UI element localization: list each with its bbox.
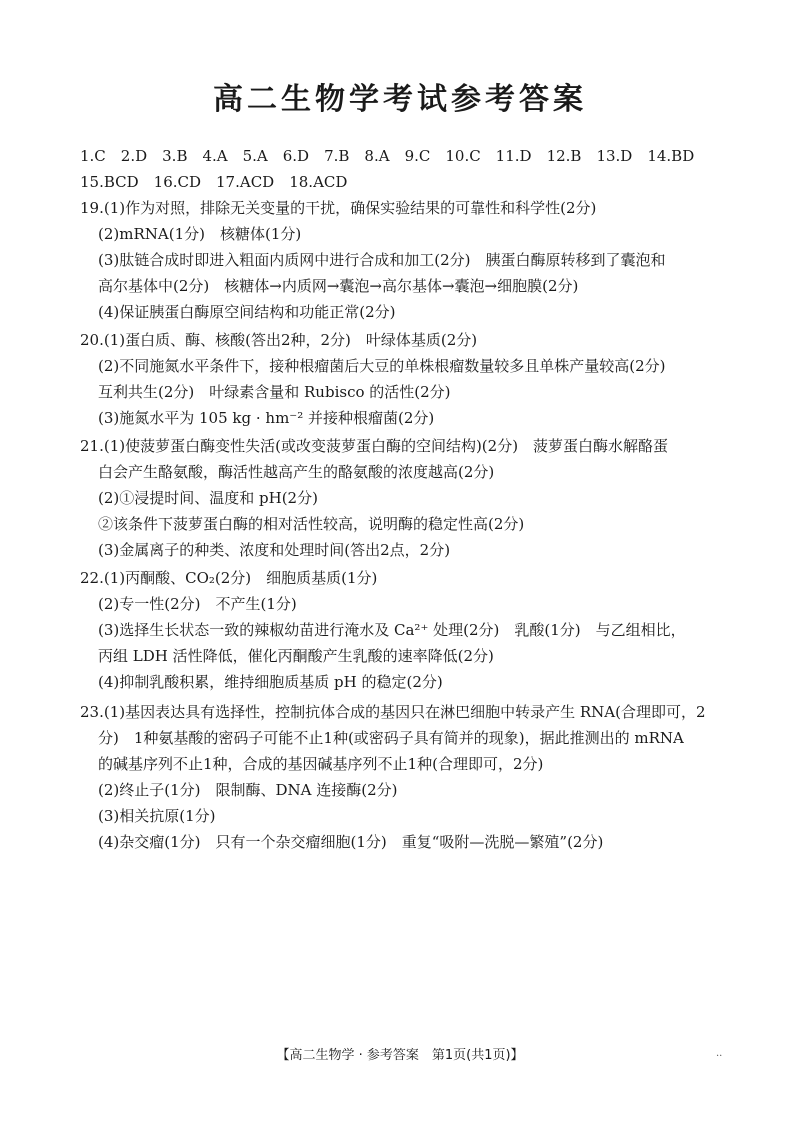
q19-line-5: (4)保证胰蛋白酶原空间结构和功能正常(2分) <box>98 303 396 321</box>
q19-line-4: 高尔基体中(2分) 核糖体→内质网→囊泡→高尔基体→囊泡→细胞膜(2分) <box>98 277 579 295</box>
page-footer: 【高二生物学 · 参考答案 第1页(共1页)】 <box>276 1048 524 1063</box>
q22-line-4: 丙组 LDH 活性降低，催化丙酮酸产生乳酸的速率降低(2分) <box>98 647 494 665</box>
q21-line-4: ②该条件下菠萝蛋白酶的相对活性较高，说明酶的稳定性高(2分) <box>98 515 525 533</box>
q21-line-1: 21.(1)使菠萝蛋白酶变性失活(或改变菠萝蛋白酶的空间结构)(2分) 菠萝蛋白酶水解酪蛋 <box>80 437 669 455</box>
page-title: 高二生物学考试参考答案 <box>213 82 587 117</box>
q19-line-3: (3)肽链合成时即进入粗面内质网中进行合成和加工(2分) 胰蛋白酶原转移到了囊泡和 <box>98 251 666 269</box>
choice-answers-line-1: 1.C 2.D 3.B 4.A 5.A 6.D 7.B 8.A 9.C 10.C 11.D 12.B 13.D 14.BD <box>80 147 695 165</box>
q19-line-2: (2)mRNA(1分) 核糖体(1分) <box>98 225 302 243</box>
q23-line-4: (2)终止子(1分) 限制酶、DNA 连接酶(2分) <box>98 781 398 799</box>
q23-line-6: (4)杂交瘤(1分) 只有一个杂交瘤细胞(1分) 重复“吸附—洗脱—繁殖”(2分) <box>98 833 604 851</box>
q21-line-3: (2)①浸提时间、温度和 pH(2分) <box>98 489 318 507</box>
choice-answers-line-2: 15.BCD 16.CD 17.ACD 18.ACD <box>80 173 348 191</box>
q23-line-3: 的碱基序列不止1种，合成的基因碱基序列不止1种(合理即可，2分) <box>98 755 544 773</box>
q21-line-2: 白会产生酪氨酸，酶活性越高产生的酪氨酸的浓度越高(2分) <box>98 463 495 481</box>
q22-line-1: 22.(1)丙酮酸、CO₂(2分) 细胞质基质(1分) <box>80 569 378 587</box>
q22-line-2: (2)专一性(2分) 不产生(1分) <box>98 595 297 613</box>
q19-line-1: 19.(1)作为对照，排除无关变量的干扰，确保实验结果的可靠性和科学性(2分) <box>80 199 597 217</box>
q23-line-2: 分) 1种氨基酸的密码子可能不止1种(或密码子具有简并的现象)，据此推测出的 mRNA <box>98 729 684 747</box>
q23-line-5: (3)相关抗原(1分) <box>98 807 216 825</box>
corner-mark: .. <box>716 1048 723 1059</box>
q20-line-3: 互利共生(2分) 叶绿素含量和 Rubisco 的活性(2分) <box>98 383 451 401</box>
q23-line-1: 23.(1)基因表达具有选择性，控制抗体合成的基因只在淋巴细胞中转录产生 RNA(合理即可，2 <box>80 703 706 721</box>
q22-line-5: (4)抑制乳酸积累，维持细胞质基质 pH 的稳定(2分) <box>98 673 443 691</box>
q20-line-4: (3)施氮水平为 105 kg · hm⁻² 并接种根瘤菌(2分) <box>98 409 435 427</box>
q21-line-5: (3)金属离子的种类、浓度和处理时间(答出2点，2分) <box>98 541 451 559</box>
q22-line-3: (3)选择生长状态一致的辣椒幼苗进行淹水及 Ca²⁺ 处理(2分) 乳酸(1分) 与乙组相比， <box>98 621 686 639</box>
q20-line-2: (2)不同施氮水平条件下，接种根瘤菌后大豆的单株根瘤数量较多且单株产量较高(2分) <box>98 357 666 375</box>
q20-line-1: 20.(1)蛋白质、酶、核酸(答出2种，2分) 叶绿体基质(2分) <box>80 331 478 349</box>
